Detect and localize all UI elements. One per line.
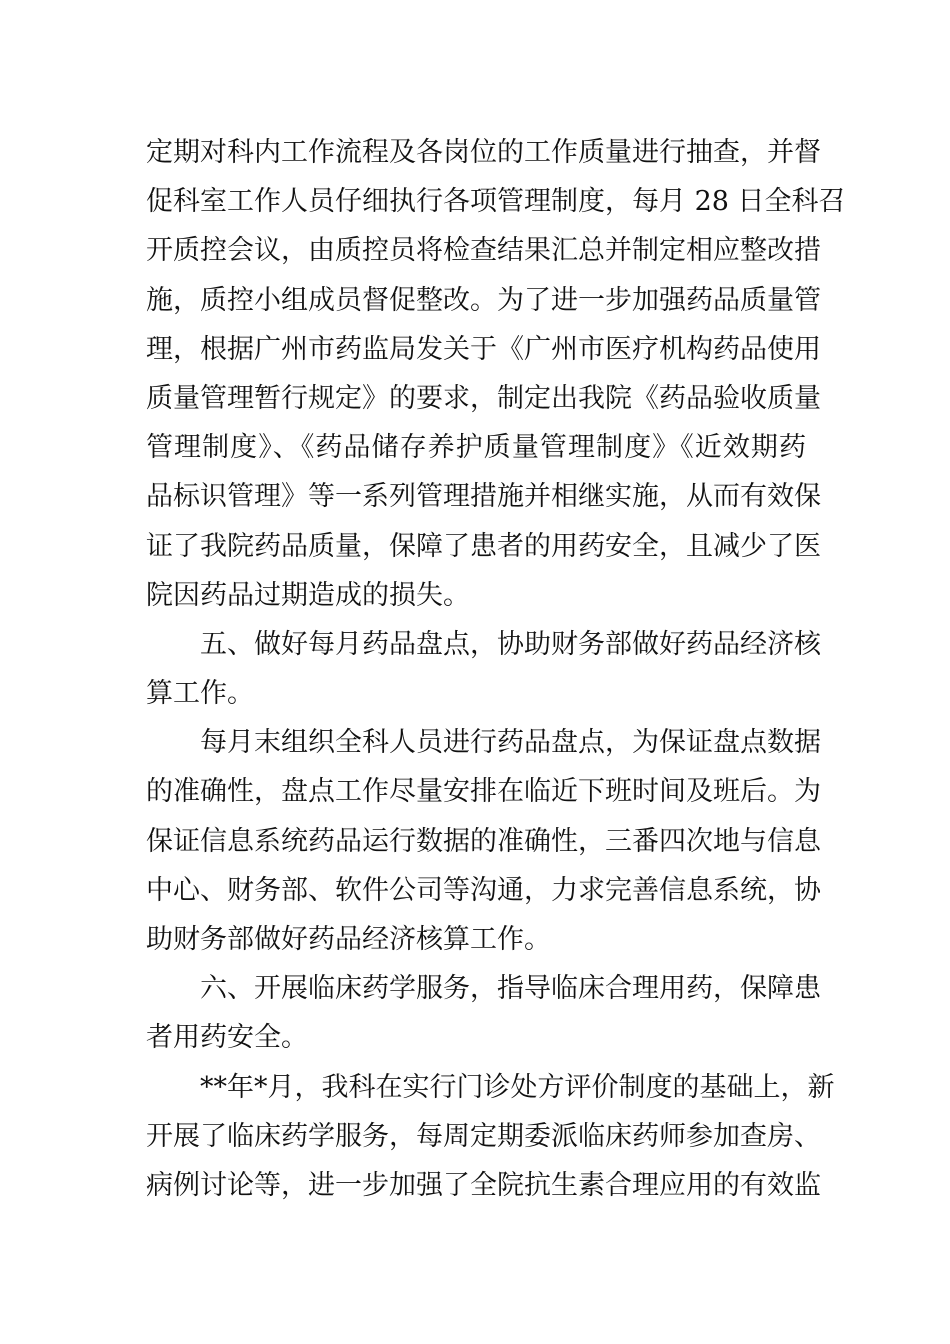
text-line: 定期对科内工作流程及各岗位的工作质量进行抽查，并督 — [146, 137, 821, 168]
text-line: 促科室工作人员仔细执行各项管理制度，每月 28 日全科召 — [146, 186, 846, 218]
section-heading-continuation: 者用药安全。 — [146, 1022, 308, 1054]
text-line: 施，质控小组成员督促整改。为了进一步加强药品质量管 — [146, 284, 821, 316]
section-heading: 六、开展临床药学服务，指导临床合理用药，保障患 — [200, 973, 821, 1005]
text-line: 品标识管理》等一系列管理措施并相继实施，从而有效保 — [146, 481, 821, 513]
text-line: 开质控会议，由质控员将检查结果汇总并制定相应整改措 — [146, 235, 821, 267]
text-line: 助财务部做好药品经济核算工作。 — [146, 924, 551, 955]
document-body — [146, 128, 846, 1210]
text-line: 保证信息系统药品运行数据的准确性，三番四次地与信息 — [146, 825, 821, 857]
text-line: 病例讨论等，进一步加强了全院抗生素合理应用的有效监 — [146, 1169, 821, 1201]
text-line: 管理制度》、《药品储存养护质量管理制度》《近效期药 — [146, 432, 806, 464]
text-line: 中心、财务部、软件公司等沟通，力求完善信息系统，协 — [146, 874, 821, 906]
text-line: 证了我院药品质量，保障了患者的用药安全，且减少了医 — [146, 530, 821, 562]
section-heading: 五、做好每月药品盘点，协助财务部做好药品经济核 — [200, 628, 821, 660]
text-line: 的准确性，盘点工作尽量安排在临近下班时间及班后。为 — [146, 776, 821, 808]
text-line: 开展了临床药学服务，每周定期委派临床药师参加查房、 — [146, 1120, 821, 1152]
text-line: 质量管理暂行规定》的要求，制定出我院《药品验收质量 — [146, 382, 821, 414]
text-line: 院因药品过期造成的损失。 — [146, 579, 470, 611]
paragraph-start: **年*月，我科在实行门诊处方评价制度的基础上，新 — [200, 1071, 835, 1103]
section-heading-continuation: 算工作。 — [146, 678, 254, 710]
paragraph-start: 每月末组织全科人员进行药品盘点，为保证盘点数据 — [200, 727, 821, 759]
text-line: 理，根据广州市药监局发关于《广州市医疗机构药品使用 — [146, 333, 821, 365]
